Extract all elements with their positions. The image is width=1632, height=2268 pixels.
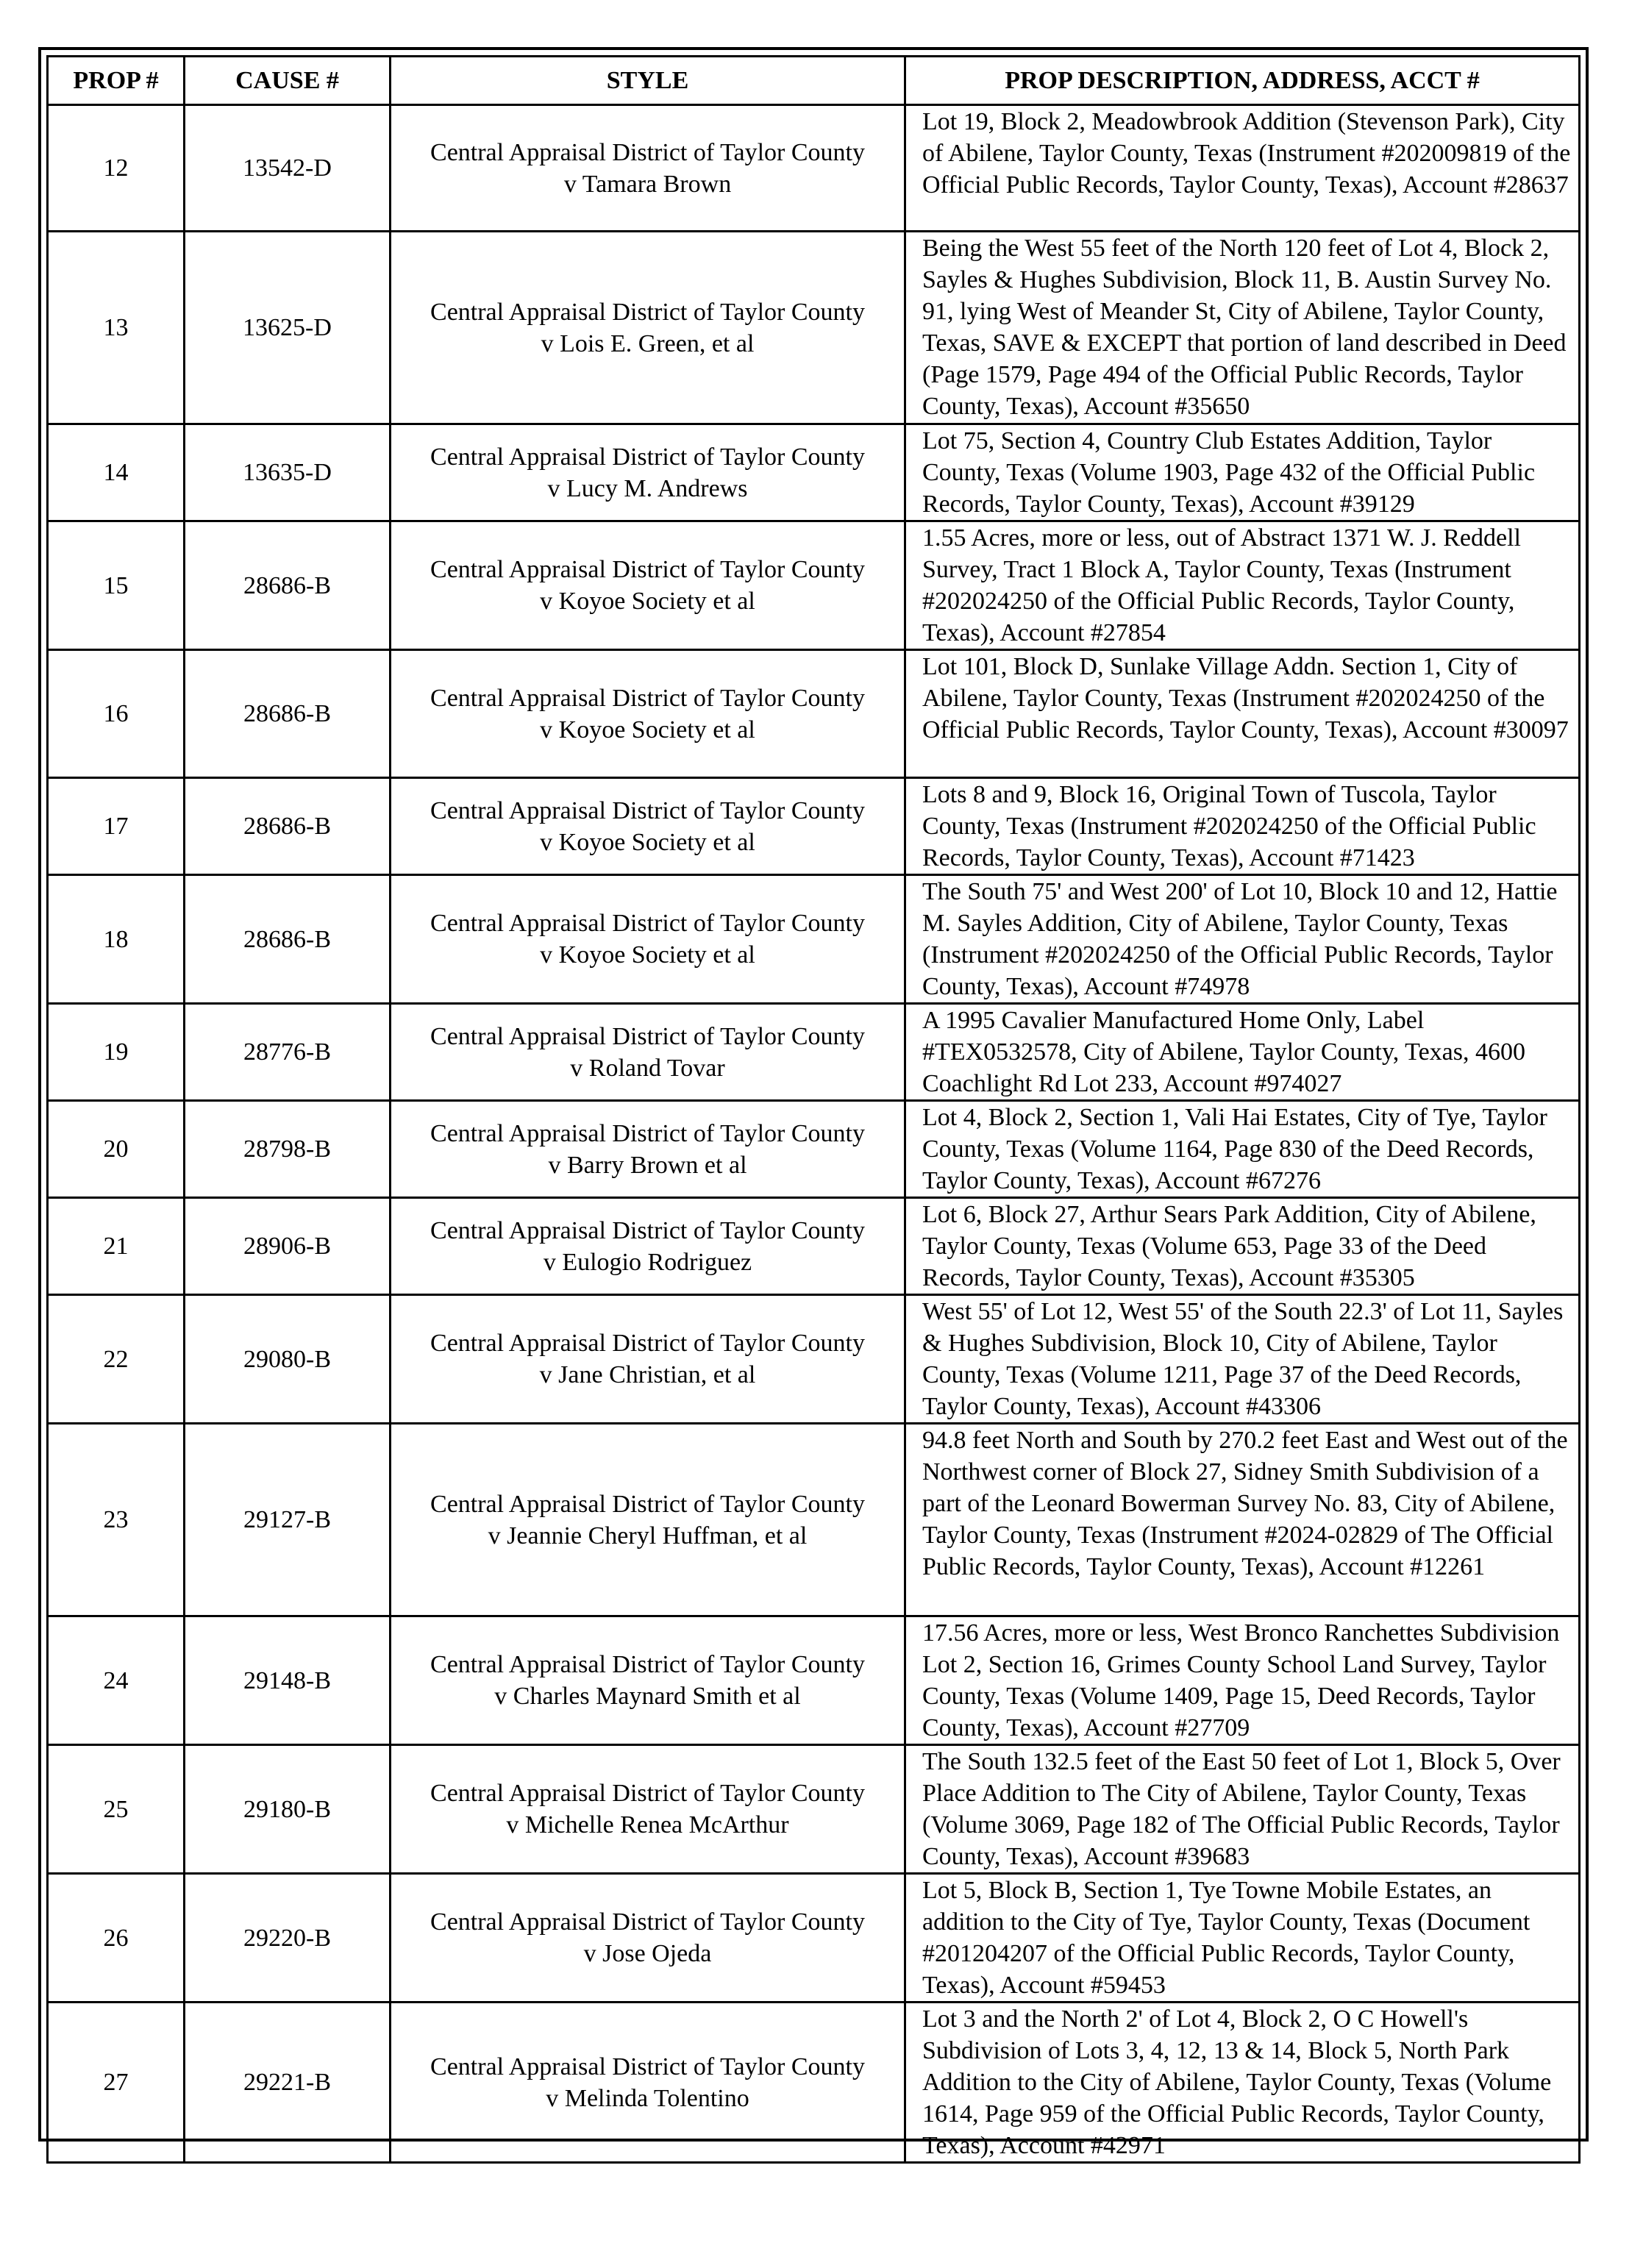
style-defendant: v Koyoe Society et al bbox=[540, 828, 755, 856]
property-description: Lot 3 and the North 2' of Lot 4, Block 2, O C Howell's Subdivision of Lots 3, 4, 12, 13 & 14, Block 5, North Park Addition to the City of Abilene, Taylor County, Texas (Volume 1614, Page 959 of the Official Public Records, Taylor County, Texas), Account #42971 bbox=[905, 2003, 1580, 2163]
style-defendant: v Lucy M. Andrews bbox=[547, 474, 748, 502]
document-frame bbox=[38, 47, 1589, 2159]
table-row bbox=[48, 2003, 1580, 2163]
style-plaintiff: Central Appraisal District of Taylor County bbox=[430, 556, 865, 583]
cause-number: 29148-B bbox=[185, 1616, 391, 1745]
style-defendant: v Roland Tovar bbox=[570, 1054, 725, 1082]
table-row bbox=[48, 650, 1580, 778]
prop-number: 13 bbox=[48, 232, 185, 424]
style-defendant: v Jose Ojeda bbox=[583, 1940, 712, 1967]
style-plaintiff: Central Appraisal District of Taylor County bbox=[430, 138, 865, 166]
property-description: The South 132.5 feet of the East 50 feet of Lot 1, Block 5, Over Place Addition to The City of Abilene, Taylor County, Texas (Volume 3069, Page 182 of The Official Public Records, Taylor County, Texas), Account #39683 bbox=[905, 1745, 1580, 1874]
style-defendant: v Jane Christian, et al bbox=[539, 1361, 756, 1388]
style-plaintiff: Central Appraisal District of Taylor County bbox=[430, 2053, 865, 2080]
style-cell bbox=[391, 1616, 905, 1745]
style-plaintiff: Central Appraisal District of Taylor County bbox=[430, 443, 865, 471]
property-description: Lot 5, Block B, Section 1, Tye Towne Mobile Estates, an addition to the City of Tye, Taylor County, Texas (Document #201204207 of the Official Public Records, Taylor County, Texas), Account #59453 bbox=[905, 1874, 1580, 2003]
table-header-row bbox=[48, 57, 1580, 105]
style-plaintiff: Central Appraisal District of Taylor County bbox=[430, 910, 865, 937]
style-plaintiff: Central Appraisal District of Taylor County bbox=[430, 1780, 865, 1807]
cause-number: 13542-D bbox=[185, 105, 391, 232]
style-defendant: v Jeannie Cheryl Huffman, et al bbox=[488, 1522, 808, 1550]
style-defendant: v Tamara Brown bbox=[563, 170, 732, 198]
prop-number: 24 bbox=[48, 1616, 185, 1745]
table-row bbox=[48, 105, 1580, 232]
cause-number: 28686-B bbox=[185, 778, 391, 875]
cause-number: 28686-B bbox=[185, 875, 391, 1004]
table-row bbox=[48, 232, 1580, 424]
style-plaintiff: Central Appraisal District of Taylor County bbox=[430, 1908, 865, 1936]
table-row bbox=[48, 1745, 1580, 1874]
table-row bbox=[48, 521, 1580, 650]
style-cell bbox=[391, 105, 905, 232]
prop-number: 18 bbox=[48, 875, 185, 1004]
style-plaintiff: Central Appraisal District of Taylor County bbox=[430, 1119, 865, 1147]
table-row bbox=[48, 778, 1580, 875]
table-row bbox=[48, 1295, 1580, 1424]
prop-number: 25 bbox=[48, 1745, 185, 1874]
cause-number: 13635-D bbox=[185, 424, 391, 521]
style-plaintiff: Central Appraisal District of Taylor County bbox=[430, 1022, 865, 1050]
cause-number: 28686-B bbox=[185, 521, 391, 650]
style-plaintiff: Central Appraisal District of Taylor County bbox=[430, 298, 865, 326]
prop-number: 19 bbox=[48, 1004, 185, 1101]
style-plaintiff: Central Appraisal District of Taylor County bbox=[430, 1490, 865, 1518]
prop-number: 14 bbox=[48, 424, 185, 521]
prop-number: 23 bbox=[48, 1424, 185, 1616]
property-description: West 55' of Lot 12, West 55' of the South 22.3' of Lot 11, Sayles & Hughes Subdivision, Block 10, City of Abilene, Taylor County, Texas (Volume 1211, Page 37 of the Deed Records, Taylor County, Texas), Account #43306 bbox=[905, 1295, 1580, 1424]
style-cell bbox=[391, 424, 905, 521]
style-cell bbox=[391, 1198, 905, 1295]
prop-number: 17 bbox=[48, 778, 185, 875]
style-defendant: v Koyoe Society et al bbox=[540, 716, 755, 743]
style-cell bbox=[391, 521, 905, 650]
style-plaintiff: Central Appraisal District of Taylor County bbox=[430, 1216, 865, 1244]
style-plaintiff: Central Appraisal District of Taylor County bbox=[430, 1330, 865, 1357]
style-cell bbox=[391, 1745, 905, 1874]
style-defendant: v Michelle Renea McArthur bbox=[506, 1811, 789, 1839]
table-row bbox=[48, 1004, 1580, 1101]
property-description: Lot 101, Block D, Sunlake Village Addn. Section 1, City of Abilene, Taylor County, Texas (Instrument #202024250 of the Official Public Records, Taylor County, Texas), Account #30097 bbox=[905, 650, 1580, 778]
header-style: STYLE bbox=[391, 57, 905, 105]
table-row bbox=[48, 1424, 1580, 1616]
property-description: Being the West 55 feet of the North 120 feet of Lot 4, Block 2, Sayles & Hughes Subdivision, Block 11, B. Austin Survey No. 91, lying West of Meander St, City of Abilene, Taylor County, Texas, SAVE & EXCEPT that portion of land described in Deed (Page 1579, Page 494 of the Official Public Records, Taylor County, Texas), Account #35650 bbox=[905, 232, 1580, 424]
style-cell bbox=[391, 1874, 905, 2003]
property-description: 17.56 Acres, more or less, West Bronco Ranchettes Subdivision Lot 2, Section 16, Grimes County School Land Survey, Taylor County, Texas (Volume 1409, Page 15, Deed Records, Taylor County, Texas), Account #27709 bbox=[905, 1616, 1580, 1745]
style-cell bbox=[391, 1295, 905, 1424]
prop-number: 26 bbox=[48, 1874, 185, 2003]
cause-number: 29221-B bbox=[185, 2003, 391, 2163]
cause-number: 28798-B bbox=[185, 1101, 391, 1198]
style-cell bbox=[391, 1424, 905, 1616]
property-description: Lot 19, Block 2, Meadowbrook Addition (Stevenson Park), City of Abilene, Taylor County, Texas (Instrument #202009819 of the Official Public Records, Taylor County, Texas), Account #28637 bbox=[905, 105, 1580, 232]
style-defendant: v Lois E. Green, et al bbox=[541, 329, 755, 357]
prop-number: 16 bbox=[48, 650, 185, 778]
table-row bbox=[48, 875, 1580, 1004]
style-plaintiff: Central Appraisal District of Taylor County bbox=[430, 796, 865, 824]
cause-number: 29180-B bbox=[185, 1745, 391, 1874]
style-defendant: v Eulogio Rodriguez bbox=[543, 1248, 752, 1276]
table-row bbox=[48, 424, 1580, 521]
prop-number: 22 bbox=[48, 1295, 185, 1424]
property-description: The South 75' and West 200' of Lot 10, Block 10 and 12, Hattie M. Sayles Addition, City of Abilene, Taylor County, Texas (Instrument #202024250 of the Official Public Records, Taylor County, Texas), Account #74978 bbox=[905, 875, 1580, 1004]
property-description: Lot 75, Section 4, Country Club Estates Addition, Taylor County, Texas (Volume 1903, Page 432 of the Official Public Records, Taylor County, Texas), Account #39129 bbox=[905, 424, 1580, 521]
property-description: 1.55 Acres, more or less, out of Abstract 1371 W. J. Reddell Survey, Tract 1 Block A, Taylor County, Texas (Instrument #202024250 of the Official Public Records, Taylor County, Texas), Account #27854 bbox=[905, 521, 1580, 650]
style-plaintiff: Central Appraisal District of Taylor County bbox=[430, 1651, 865, 1678]
style-cell bbox=[391, 875, 905, 1004]
property-description: 94.8 feet North and South by 270.2 feet East and West out of the Northwest corner of Block 27, Sidney Smith Subdivision of a part of the Leonard Bowerman Survey No. 83, City of Abilene, Taylor County, Texas (Instrument #2024-02829 of The Official Public Records, Taylor County, Texas), Account #12261 bbox=[905, 1424, 1580, 1616]
prop-number: 15 bbox=[48, 521, 185, 650]
style-defendant: v Melinda Tolentino bbox=[546, 2084, 749, 2112]
cause-number: 29080-B bbox=[185, 1295, 391, 1424]
style-cell bbox=[391, 778, 905, 875]
prop-number: 20 bbox=[48, 1101, 185, 1198]
cause-number: 28906-B bbox=[185, 1198, 391, 1295]
header-cause: CAUSE # bbox=[185, 57, 391, 105]
table-row bbox=[48, 1874, 1580, 2003]
style-cell bbox=[391, 650, 905, 778]
cause-number: 28776-B bbox=[185, 1004, 391, 1101]
style-cell bbox=[391, 2003, 905, 2163]
header-description: PROP DESCRIPTION, ADDRESS, ACCT # bbox=[905, 57, 1580, 105]
table-row bbox=[48, 1101, 1580, 1198]
style-plaintiff: Central Appraisal District of Taylor County bbox=[430, 684, 865, 712]
style-defendant: v Barry Brown et al bbox=[548, 1151, 747, 1179]
table-row bbox=[48, 1616, 1580, 1745]
property-description: Lot 6, Block 27, Arthur Sears Park Addition, City of Abilene, Taylor County, Texas (Volume 653, Page 33 of the Deed Records, Taylor County, Texas), Account #35305 bbox=[905, 1198, 1580, 1295]
cause-number: 29220-B bbox=[185, 1874, 391, 2003]
prop-number: 27 bbox=[48, 2003, 185, 2163]
style-defendant: v Koyoe Society et al bbox=[540, 588, 755, 615]
style-cell bbox=[391, 1004, 905, 1101]
style-defendant: v Koyoe Society et al bbox=[540, 941, 755, 969]
property-description: Lot 4, Block 2, Section 1, Vali Hai Estates, City of Tye, Taylor County, Texas (Volume 1164, Page 830 of the Deed Records, Taylor County, Texas), Account #67276 bbox=[905, 1101, 1580, 1198]
style-cell bbox=[391, 232, 905, 424]
cause-number: 28686-B bbox=[185, 650, 391, 778]
prop-number: 12 bbox=[48, 105, 185, 232]
style-cell bbox=[391, 1101, 905, 1198]
prop-number: 21 bbox=[48, 1198, 185, 1295]
property-description: A 1995 Cavalier Manufactured Home Only, Label #TEX0532578, City of Abilene, Taylor County, Texas, 4600 Coachlight Rd Lot 233, Account #974027 bbox=[905, 1004, 1580, 1101]
cause-number: 13625-D bbox=[185, 232, 391, 424]
property-description: Lots 8 and 9, Block 16, Original Town of Tuscola, Taylor County, Texas (Instrument #202024250 of the Official Public Records, Taylor County, Texas), Account #71423 bbox=[905, 778, 1580, 875]
cause-number: 29127-B bbox=[185, 1424, 391, 1616]
style-defendant: v Charles Maynard Smith et al bbox=[494, 1683, 801, 1710]
table-body bbox=[48, 105, 1580, 2163]
table-row bbox=[48, 1198, 1580, 1295]
header-prop: PROP # bbox=[48, 57, 185, 105]
property-table bbox=[46, 55, 1581, 2164]
